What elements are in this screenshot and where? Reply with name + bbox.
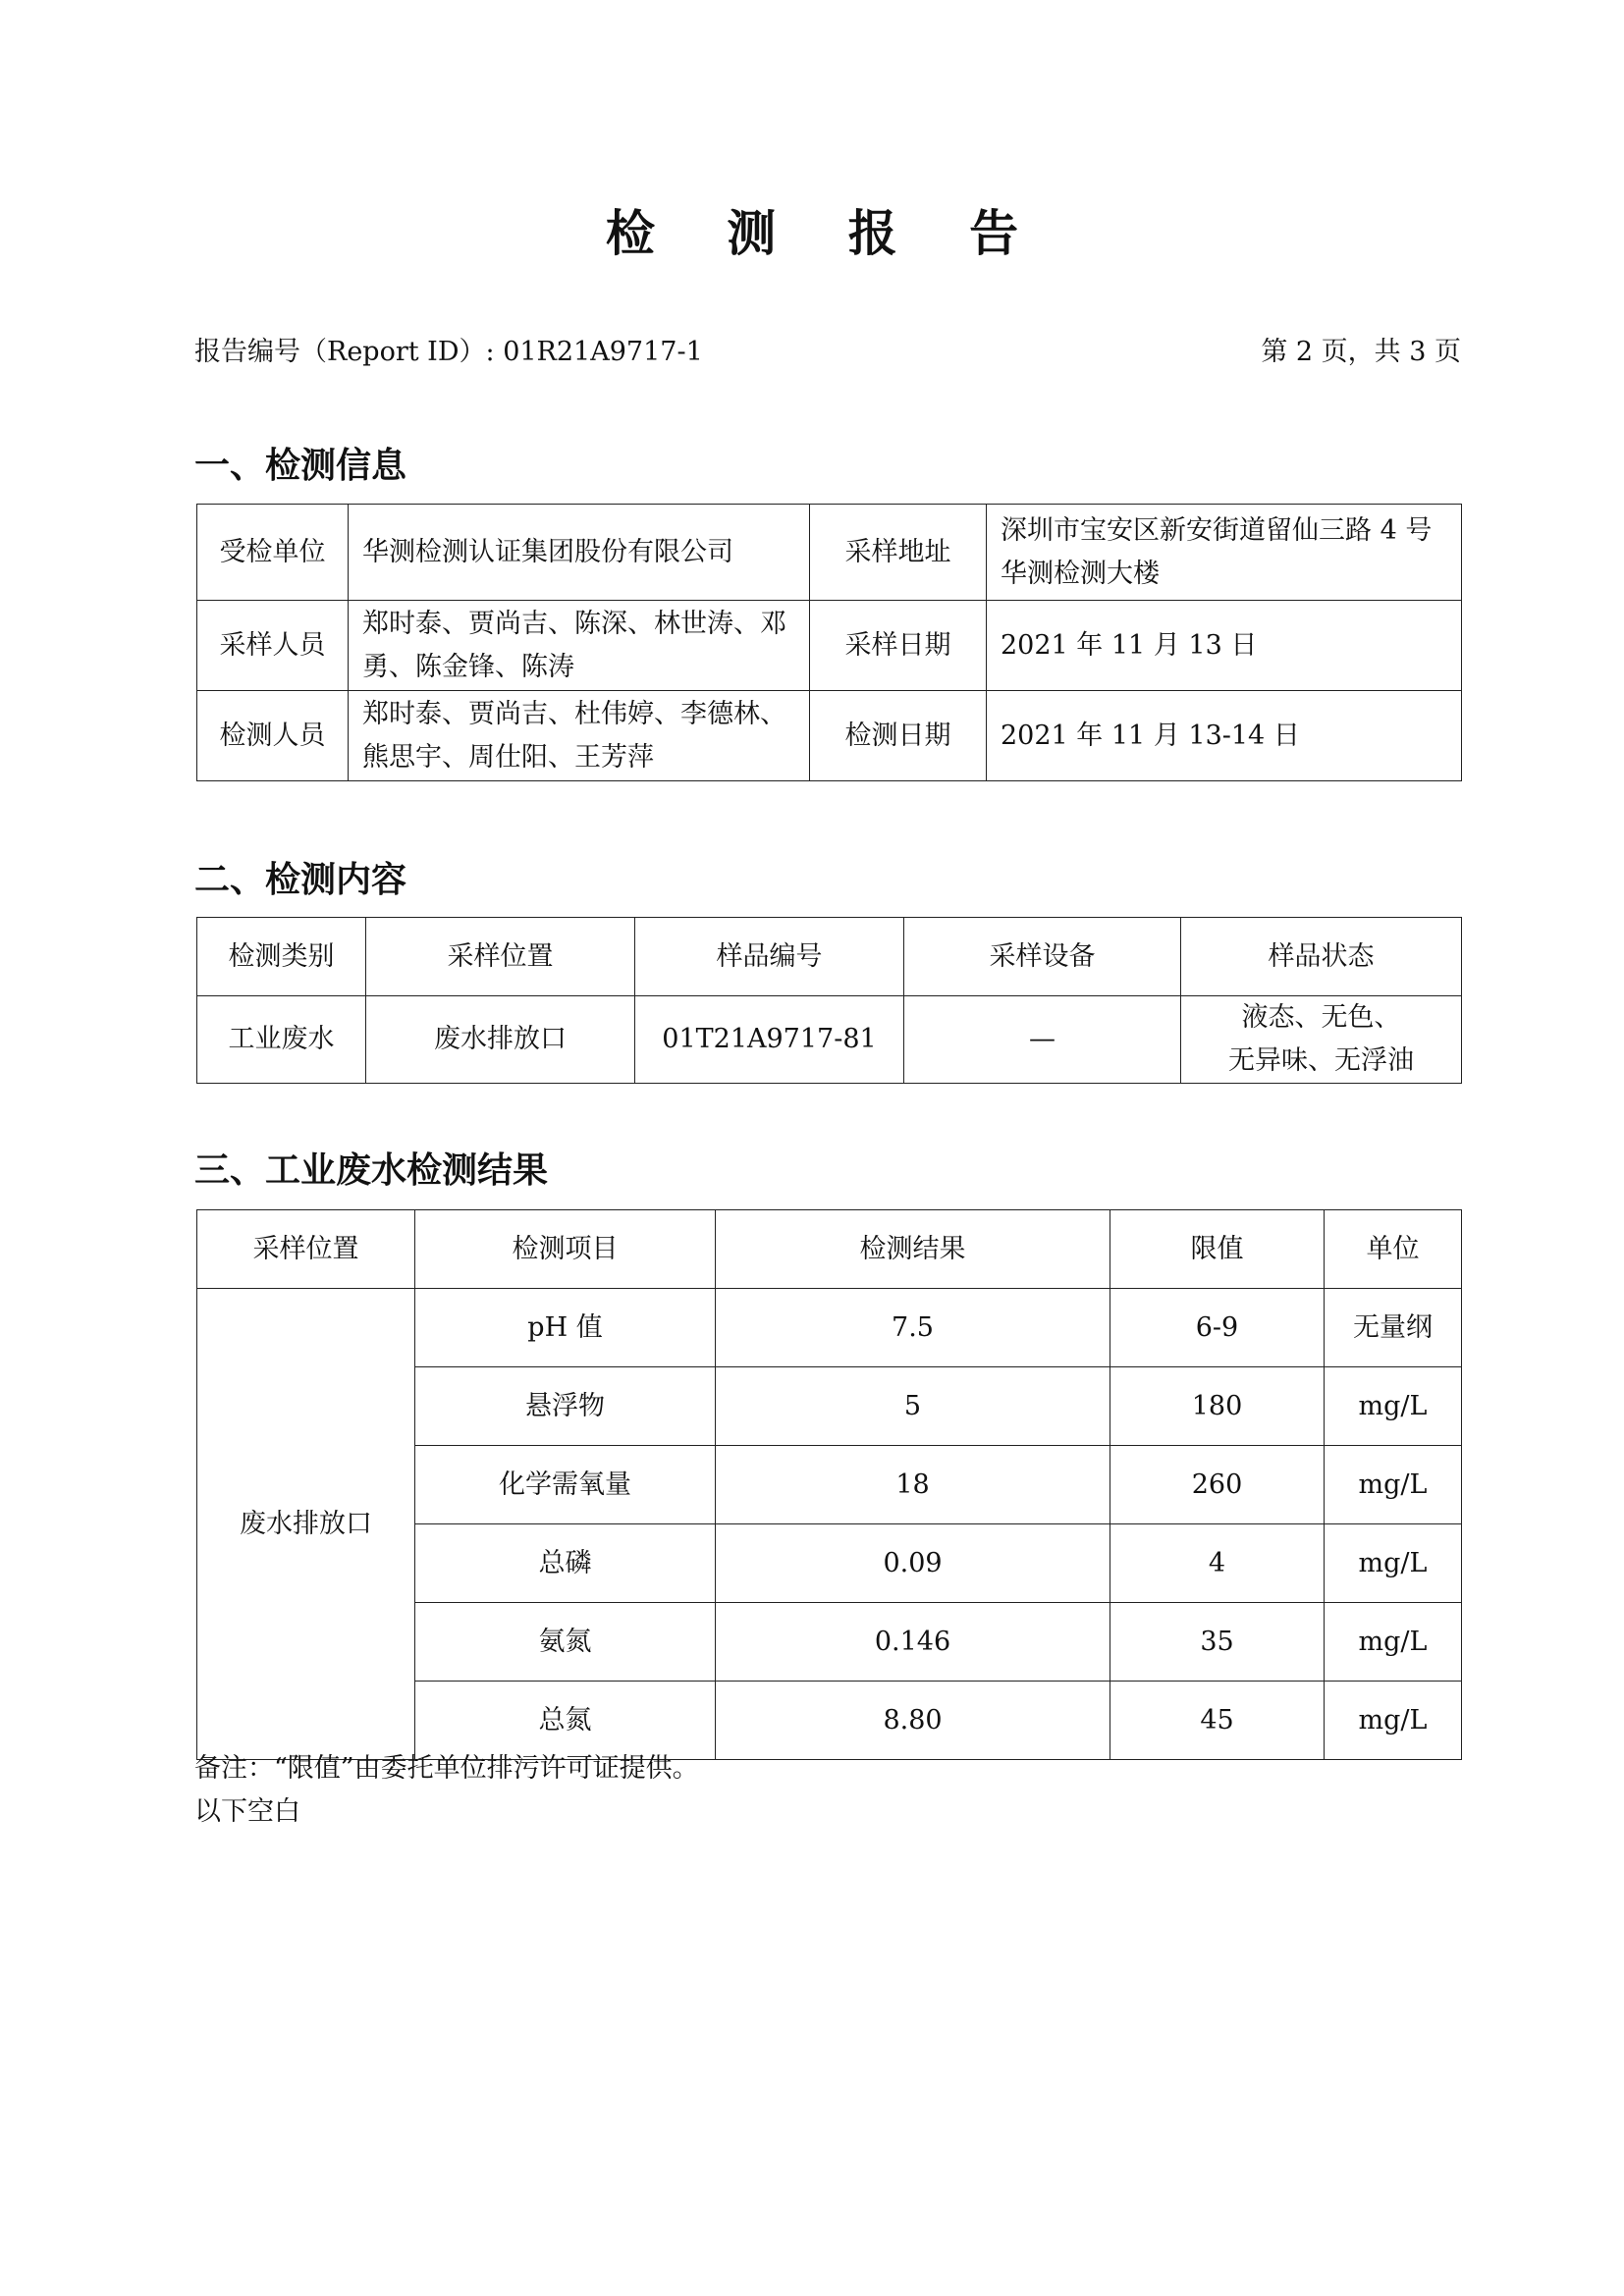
table-row — [197, 1289, 1462, 1367]
cell-limit: 6-9 — [1110, 1289, 1325, 1367]
header-limit: 限值 — [1110, 1210, 1325, 1289]
table-row — [197, 505, 1462, 601]
section1-heading: 一、检测信息 — [194, 446, 407, 486]
header-equipment: 采样设备 — [904, 918, 1181, 996]
cell-sampling-location: 废水排放口 — [197, 1289, 415, 1760]
label-test-date: 检测日期 — [810, 691, 987, 781]
cell-limit: 260 — [1110, 1446, 1325, 1524]
header-location: 采样位置 — [366, 918, 635, 996]
sample-state-line1: 液态、无色、 — [1241, 1002, 1401, 1033]
report-id-label: 报告编号（Report ID）: — [194, 336, 504, 367]
value-samplers: 郑时泰、贾尚吉、陈深、林世涛、邓勇、陈金锋、陈涛 — [349, 601, 810, 691]
page-title: 检 测 报 告 — [605, 204, 1047, 262]
cell-result: 5 — [716, 1367, 1110, 1446]
cell-item: 化学需氧量 — [415, 1446, 716, 1524]
table-header-row — [197, 1210, 1462, 1289]
cell-item: pH 值 — [415, 1289, 716, 1367]
cell-equipment: — — [904, 996, 1181, 1084]
value-test-date: 2021 年 11 月 13-14 日 — [987, 691, 1462, 781]
cell-result: 0.09 — [716, 1524, 1110, 1603]
results-table — [196, 1209, 1462, 1760]
cell-limit: 35 — [1110, 1603, 1325, 1682]
value-sampling-date: 2021 年 11 月 13 日 — [987, 601, 1462, 691]
header-unit: 单位 — [1325, 1210, 1462, 1289]
cell-unit: mg/L — [1325, 1524, 1462, 1603]
header-test-result: 检测结果 — [716, 1210, 1110, 1289]
inspection-info-table — [196, 504, 1462, 781]
cell-unit: mg/L — [1325, 1446, 1462, 1524]
cell-unit: 无量纲 — [1325, 1289, 1462, 1367]
header-sampling-location: 采样位置 — [197, 1210, 415, 1289]
report-id-value: 01R21A9717-1 — [503, 336, 703, 367]
cell-limit: 4 — [1110, 1524, 1325, 1603]
section3-heading: 三、工业废水检测结果 — [194, 1150, 549, 1191]
cell-item: 总磷 — [415, 1524, 716, 1603]
cell-item: 总氮 — [415, 1682, 716, 1760]
report-id — [194, 330, 703, 368]
test-content-table — [196, 917, 1462, 1084]
notes — [194, 1747, 699, 1834]
remark: 备注：“限值”由委托单位排污许可证提供。 — [194, 1753, 699, 1784]
cell-unit: mg/L — [1325, 1367, 1462, 1446]
value-sampling-address: 深圳市宝安区新安街道留仙三路 4 号华测检测大楼 — [987, 505, 1462, 601]
label-testers: 检测人员 — [197, 691, 349, 781]
cell-location: 废水排放口 — [366, 996, 635, 1084]
header-sample-id: 样品编号 — [635, 918, 904, 996]
section2-heading: 二、检测内容 — [194, 860, 407, 900]
page-number: 第 2 页，共 3 页 — [1261, 336, 1461, 367]
blank-note: 以下空白 — [194, 1796, 300, 1827]
cell-unit: mg/L — [1325, 1603, 1462, 1682]
cell-result: 0.146 — [716, 1603, 1110, 1682]
cell-sample-id: 01T21A9717-81 — [635, 996, 904, 1084]
cell-limit: 45 — [1110, 1682, 1325, 1760]
cell-category: 工业废水 — [197, 996, 366, 1084]
sample-state-line2: 无异味、无浮油 — [1228, 1045, 1414, 1076]
label-samplers: 采样人员 — [197, 601, 349, 691]
table-row — [197, 996, 1462, 1084]
value-testers: 郑时泰、贾尚吉、杜伟婷、李德林、熊思宇、周仕阳、王芳萍 — [349, 691, 810, 781]
table-row — [197, 691, 1462, 781]
cell-limit: 180 — [1110, 1367, 1325, 1446]
header-test-item: 检测项目 — [415, 1210, 716, 1289]
table-row — [197, 601, 1462, 691]
value-inspected-unit: 华测检测认证集团股份有限公司 — [349, 505, 810, 601]
label-sampling-date: 采样日期 — [810, 601, 987, 691]
cell-result: 18 — [716, 1446, 1110, 1524]
cell-item: 氨氮 — [415, 1603, 716, 1682]
cell-sample-state — [1181, 996, 1462, 1084]
header-sample-state: 样品状态 — [1181, 918, 1462, 996]
label-sampling-address: 采样地址 — [810, 505, 987, 601]
cell-unit: mg/L — [1325, 1682, 1462, 1760]
table-header-row — [197, 918, 1462, 996]
report-meta — [194, 329, 1461, 368]
cell-result: 7.5 — [716, 1289, 1110, 1367]
cell-item: 悬浮物 — [415, 1367, 716, 1446]
cell-result: 8.80 — [716, 1682, 1110, 1760]
header-category: 检测类别 — [197, 918, 366, 996]
label-inspected-unit: 受检单位 — [197, 505, 349, 601]
